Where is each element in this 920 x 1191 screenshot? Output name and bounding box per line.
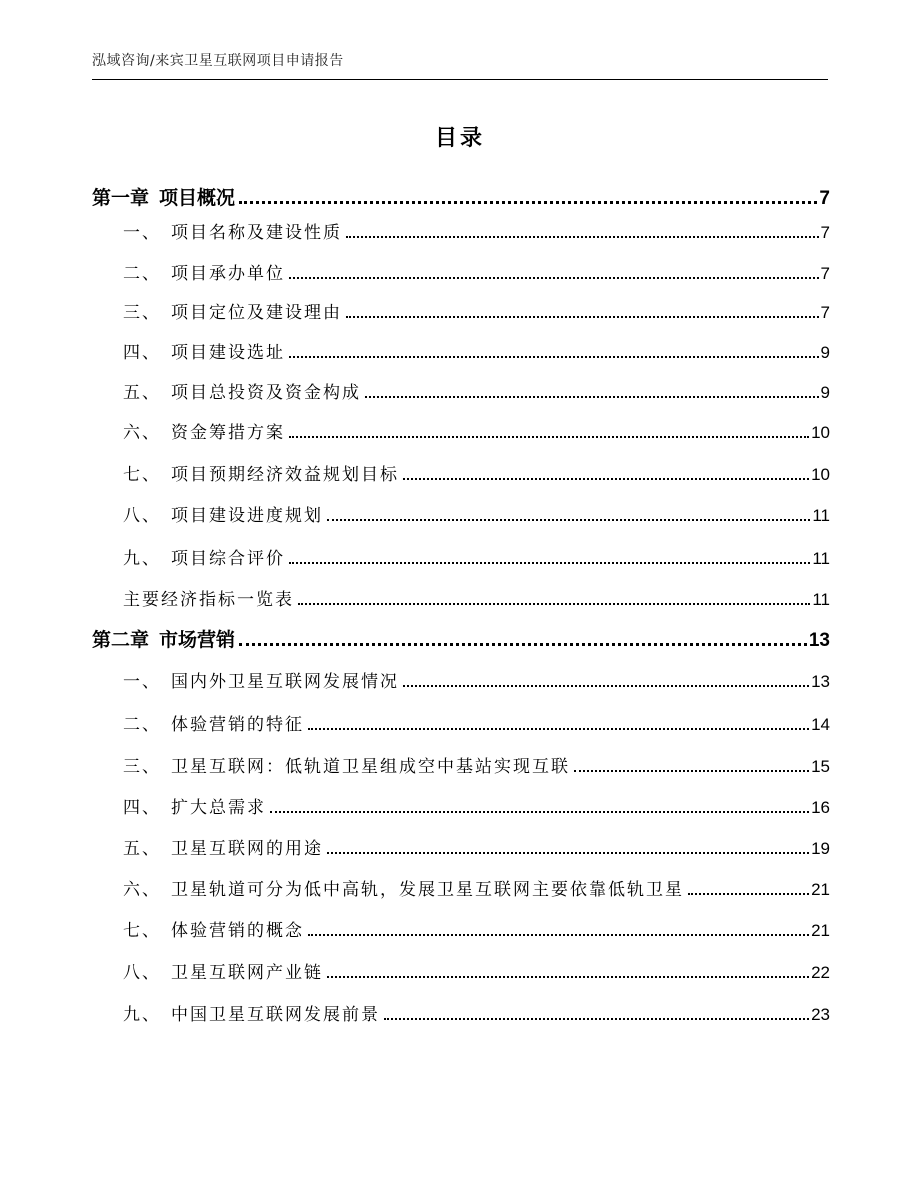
toc-entry-label (92, 298, 342, 323)
toc-entry-page-number: 9 (820, 383, 830, 402)
toc-entry-page-number: 9 (820, 343, 830, 362)
toc-entry-label (92, 501, 323, 526)
toc-section-entry[interactable] (92, 501, 830, 526)
toc-entry-number: 九、 (123, 1005, 161, 1025)
toc-section-entry[interactable] (92, 460, 830, 485)
toc-entry-page-number: 10 (811, 423, 830, 442)
toc-section-entry[interactable] (92, 667, 830, 692)
toc-entry-label (92, 183, 235, 210)
toc-section-entry[interactable] (92, 378, 830, 403)
toc-entry-title: 项目总投资及资金构成 (171, 383, 361, 403)
toc-entry-label (92, 958, 323, 983)
toc-entry-number: 二、 (123, 715, 161, 735)
toc-section-entry[interactable] (92, 916, 830, 941)
toc-entry-page-number: 16 (811, 798, 830, 817)
dot-leader (327, 976, 809, 978)
toc-entry-label (92, 1000, 380, 1025)
toc-entry-title: 卫星轨道可分为低中高轨，发展卫星互联网主要依靠低轨卫星 (171, 880, 684, 900)
toc-entry-title: 卫星互联网的用途 (171, 839, 323, 859)
toc-section-entry[interactable] (92, 834, 830, 859)
dot-leader (365, 396, 819, 398)
toc-entry-page-number: 14 (811, 715, 830, 734)
toc-entry-title: 项目承办单位 (171, 264, 285, 284)
toc-entry-label (92, 625, 235, 652)
toc-entry-page-number: 13 (811, 672, 830, 691)
toc-entry-title: 项目综合评价 (171, 549, 285, 569)
dot-leader (298, 603, 810, 605)
toc-entry-number: 一、 (123, 672, 161, 692)
toc-entry-title: 资金筹措方案 (171, 423, 285, 443)
dot-leader (346, 316, 819, 318)
toc-entry-number: 第二章 (92, 629, 150, 651)
toc-entry-label (92, 418, 285, 443)
dot-leader (688, 893, 809, 895)
toc-entry-label (92, 916, 304, 941)
toc-entry-number: 七、 (123, 921, 161, 941)
toc-entry-title: 项目建设选址 (171, 343, 285, 363)
toc-section-entry[interactable] (92, 710, 830, 735)
dot-leader (327, 852, 809, 854)
toc-entry-page-number: 11 (812, 506, 830, 525)
toc-entry-label (92, 378, 361, 403)
toc-section-entry[interactable] (92, 585, 830, 610)
dot-leader (308, 728, 809, 730)
dot-leader (289, 356, 819, 358)
toc-entry-title: 主要经济指标一览表 (123, 590, 294, 610)
dot-leader (346, 236, 819, 238)
dot-leader (403, 685, 809, 687)
toc-entry-label (92, 667, 399, 692)
toc-entry-number: 一、 (123, 223, 161, 243)
toc-entry-title: 中国卫星互联网发展前景 (171, 1005, 380, 1025)
toc-entry-number: 八、 (123, 506, 161, 526)
toc-entry-page-number: 7 (820, 303, 830, 322)
toc-entry-number: 七、 (123, 465, 161, 485)
toc-chapter-entry[interactable] (92, 625, 830, 652)
toc-entry-page-number: 21 (811, 921, 830, 940)
toc-entry-label (92, 218, 342, 243)
dot-leader (327, 519, 810, 521)
toc-section-entry[interactable] (92, 875, 830, 900)
dot-leader (384, 1018, 809, 1020)
toc-section-entry[interactable] (92, 544, 830, 569)
toc-entry-title: 体验营销的特征 (171, 715, 304, 735)
toc-entry-page-number: 19 (811, 839, 830, 858)
dot-leader (289, 562, 810, 564)
toc-section-entry[interactable] (92, 259, 830, 284)
toc-entry-page-number: 13 (808, 630, 830, 651)
toc-entry-title: 体验营销的概念 (171, 921, 304, 941)
toc-entry-page-number: 7 (819, 188, 830, 209)
toc-entry-page-number: 21 (811, 880, 830, 899)
toc-entry-label (92, 585, 294, 610)
dot-leader (289, 436, 809, 438)
toc-entry-title: 市场营销 (159, 629, 236, 651)
toc-section-entry[interactable] (92, 958, 830, 983)
toc-entry-title: 项目定位及建设理由 (171, 303, 342, 323)
header-divider (92, 79, 828, 80)
toc-entry-number: 六、 (123, 880, 161, 900)
dot-leader (270, 811, 809, 813)
toc-entry-label (92, 259, 285, 284)
dot-leader (308, 934, 809, 936)
toc-entry-label (92, 710, 304, 735)
toc-entry-page-number: 23 (811, 1005, 830, 1024)
toc-entry-number: 二、 (123, 264, 161, 284)
toc-entry-label (92, 834, 323, 859)
toc-chapter-entry[interactable] (92, 183, 830, 210)
toc-entry-page-number: 7 (820, 264, 830, 283)
toc-entry-label (92, 544, 285, 569)
dot-leader (403, 478, 809, 480)
toc-section-entry[interactable] (92, 338, 830, 363)
toc-entry-title: 项目概况 (159, 187, 236, 209)
toc-entry-title: 卫星互联网产业链 (171, 963, 323, 983)
toc-entry-page-number: 10 (811, 465, 830, 484)
toc-entry-label (92, 793, 266, 818)
toc-entry-title: 扩大总需求 (171, 798, 266, 818)
toc-entry-page-number: 11 (812, 590, 830, 609)
toc-section-entry[interactable] (92, 1000, 830, 1025)
toc-title: 目录 (434, 126, 485, 151)
running-header: 泓域咨询/来宾卫星互联网项目申请报告 (92, 53, 344, 69)
toc-entry-label (92, 460, 399, 485)
toc-entry-number: 三、 (123, 757, 161, 777)
toc-section-entry[interactable] (92, 298, 830, 323)
toc-entry-number: 六、 (123, 423, 161, 443)
dot-leader (239, 643, 807, 646)
toc-entry-title: 卫星互联网：低轨道卫星组成空中基站实现互联 (171, 757, 570, 777)
toc-entry-label (92, 752, 570, 777)
toc-entry-number: 三、 (123, 303, 161, 323)
toc-section-entry[interactable] (92, 418, 830, 443)
toc-entry-number: 五、 (123, 383, 161, 403)
toc-entry-title: 国内外卫星互联网发展情况 (171, 672, 399, 692)
toc-entry-title: 项目名称及建设性质 (171, 223, 342, 243)
toc-entry-title: 项目建设进度规划 (171, 506, 323, 526)
toc-entry-page-number: 11 (812, 549, 830, 568)
toc-entry-label (92, 338, 285, 363)
toc-section-entry[interactable] (92, 752, 830, 777)
dot-leader (574, 770, 809, 772)
toc-entry-label (92, 875, 684, 900)
toc-entry-number: 四、 (123, 798, 161, 818)
toc-entry-number: 八、 (123, 963, 161, 983)
toc-entry-number: 五、 (123, 839, 161, 859)
toc-entry-number: 第一章 (92, 187, 150, 209)
toc-section-entry[interactable] (92, 793, 830, 818)
dot-leader (289, 277, 819, 279)
toc-entry-number: 九、 (123, 549, 161, 569)
toc-section-entry[interactable] (92, 218, 830, 243)
toc-entry-number: 四、 (123, 343, 161, 363)
dot-leader (239, 201, 817, 204)
toc-entry-page-number: 22 (811, 963, 830, 982)
toc-entry-page-number: 15 (811, 757, 830, 776)
toc-entry-page-number: 7 (820, 223, 830, 242)
toc-entry-title: 项目预期经济效益规划目标 (171, 465, 399, 485)
